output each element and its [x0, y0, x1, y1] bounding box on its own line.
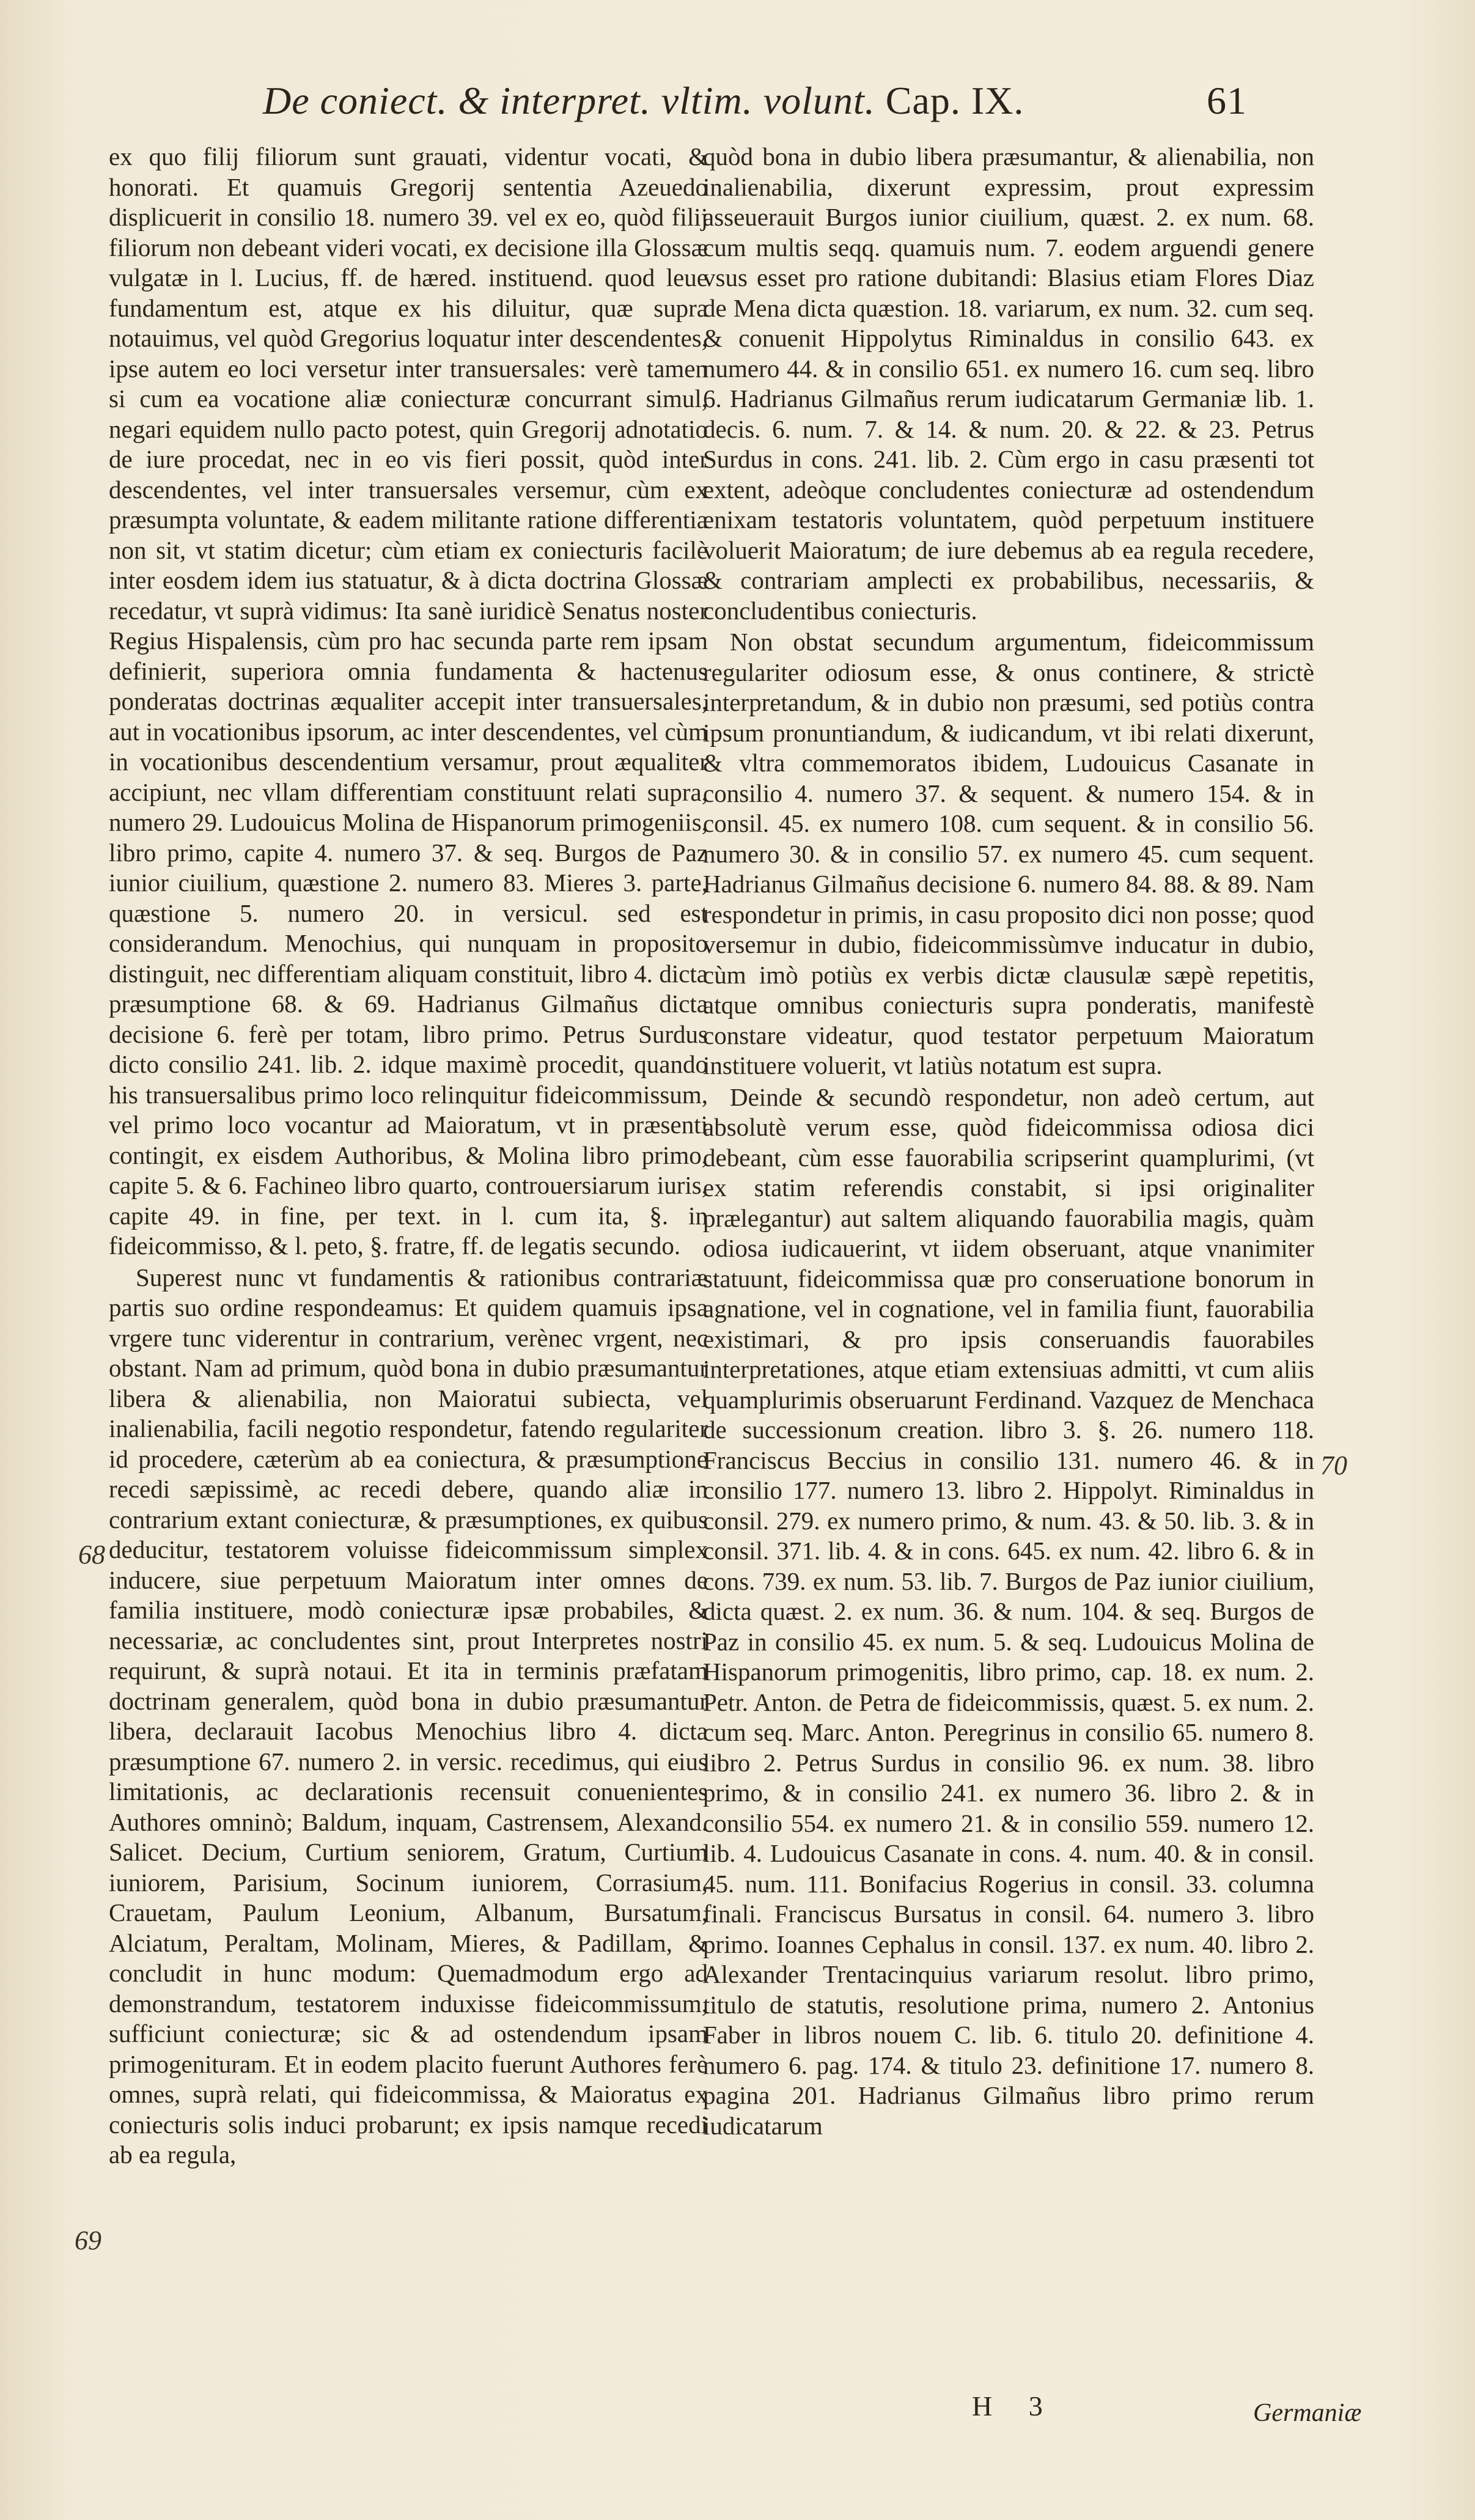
right-text-column — [703, 142, 1314, 2367]
chapter-label: Cap. IX. — [885, 79, 1024, 122]
signature-mark: H 3 — [972, 2390, 1058, 2422]
catchword: Germaniæ — [1253, 2399, 1362, 2427]
right-paragraph-3: Deinde & secundò respondetur, non adeò certum, aut absolutè verum esse, quòd fideicommissa odiosa dici debeant, cùm esse fauorabilia scripserint quamplurimi, (vt ex statim referendis constabit, si ipsi originaliter prælegantur) aut saltem aliquando fauorabilia magis, quàm odiosa iudicauerint, vt iidem obseruant, atque vnanimiter statuunt, fideicommissa quæ pro conseruatione bonorum in agnatione, vel in cognatione, vel in familia fiunt, fauorabilia existimari, & pro ipsis conseruandis fauorabiles interpretationes, atque etiam extensiuas admitti, vt cum aliis quamplurimis obseruarunt Ferdinand. Vazquez de Menchaca de successionum creation. libro 3. §. 26. numero 118. Franciscus Beccius in consilio 131. numero 46. & in consilio 177. numero 13. libro 2. Hippolyt. Riminaldus in consil. 279. ex numero primo, & num. 43. & 50. lib. 3. & in consil. 371. lib. 4. & in cons. 645. ex num. 42. libro 6. & in cons. 739. ex num. 53. lib. 7. Burgos de Paz iunior ciuilium, dicta quæst. 2. ex num. 36. & num. 104. & seq. Burgos de Paz in consilio 45. ex num. 5. & seq. Ludouicus Molina de Hispanorum primogenitis, libro primo, cap. 18. ex num. 2. Petr. Anton. de Petra de fideicommissis, quæst. 5. ex num. 2. cum seq. Marc. Anton. Peregrinus in consilio 65. numero 8. libro 2. Petrus Surdus in consilio 96. ex num. 38. libro primo, & in consilio 241. ex numero 36. libro 2. & in consilio 554. ex numero 21. & in consilio 559. numero 12. lib. 4. Ludouicus Casanate in cons. 4. num. 40. & in consil. 45. num. 111. Bonifacius Rogerius in consil. 33. columna finali. Franciscus Bursatus in consil. 64. numero 3. libro primo. Ioannes Cephalus in consil. 137. ex num. 40. libro 2. Alexander Trentacinquius variarum resolut. libro primo, titulo de statutis, resolutione prima, numero 2. Antonius Faber in libros nouem C. lib. 6. titulo 20. definitione 4. numero 6. pag. 174. & titulo 23. definitione 17. numero 8. pagina 201. Hadrianus Gilmañus libro primo rerum iudicatarum — [703, 1082, 1314, 2140]
margin-number-68: 68 — [78, 1540, 105, 1570]
running-title: De coniect. & interpret. vltim. volunt. — [263, 79, 875, 122]
margin-number-69: 69 — [75, 2225, 101, 2255]
left-paragraph-2: Superest nunc vt fundamentis & rationibus contrariæ partis suo ordine respondeamus: Et quidem quamuis ipsa vrgere tunc viderentur in contrarium, verènec vrgent, nec obstant. Nam ad primum, quòd bona in dubio præsumantur libera & alienabilia, non Maioratui subiecta, vel inalienabilia, facili negotio respondetur, fatendo regulariter id procedere, cæterùm ab ea coniectura, & præsumptione recedi sæpissimè, ac recedi debere, quando aliæ in contrarium extant coniecturæ, & præsumptiones, ex quibus deducitur, testatorem voluisse fideicommissum simplex inducere, siue perpetuum Maioratum inter omnes de familia instituere, modò coniecturæ ipsæ probabiles, & necessariæ, ac concludentes sint, prout Interpretes nostri requirunt, & suprà notaui. Et ita in terminis præfatam doctrinam generalem, quòd bona in dubio præsumantur libera, declarauit Iacobus Menochius libro 4. dicta præsumptione 67. numero 2. in versic. recedimus, qui eius limitationis, ac declarationis recensuit conuenientes Authores omninò; Baldum, inquam, Castrensem, Alexand. Salicet. Decium, Curtium seniorem, Gratum, Curtium iuniorem, Parisium, Socinum iuniorem, Corrasium, Crauetam, Paulum Leonium, Albanum, Bursatum, Alciatum, Peraltam, Molinam, Mieres, & Padillam, & concludit in hunc modum: Quemadmodum ergo ad demonstrandum, testatorem induxisse fideicommissum, sufficiunt coniecturæ; sic & ad ostendendum ipsam primogenituram. Et in eodem placito fuerunt Authores ferè omnes, suprà relati, qui fideicommissa, & Maioratus ex coniecturis solis induci probarunt; ex ipsis namque recedi ab ea regula, — [109, 1263, 708, 2169]
page-number: 61 — [1207, 79, 1247, 122]
margin-number-70: 70 — [1320, 1450, 1347, 1480]
right-paragraph-2: Non obstat secundum argumentum, fideicommissum regulariter odiosum esse, & onus continere, & strictè interpretandum, & in dubio non præsumi, sed potiùs contra ipsum pronuntiandum, & iudicandum, vt ibi relati dixerunt, & vltra commemoratos ibidem, Ludouicus Casanate in consilio 4. numero 37. & sequent. & numero 154. & in consil. 45. ex numero 108. cum sequent. & in consilio 56. numero 30. & in consilio 57. ex numero 45. cum sequent. Hadrianus Gilmañus decisione 6. numero 84. 88. & 89. Nam respondetur in primis, in casu proposito dici non posse; quod versemur in dubio, fideicommissùmve inducatur in dubio, cùm imò potiùs ex verbis dictæ clausulæ sæpè repetitis, atque omnibus coniecturis supra ponderatis, manifestè constare videatur, quod testator perpetuum Maioratum instituere voluerit, vt latiùs notatum est supra. — [703, 628, 1314, 1079]
left-paragraph-1: ex quo filij filiorum sunt grauati, videntur vocati, & honorati. Et quamuis Gregorij sententia Azeuedo displicuerit in consilio 18. numero 39. vel ex eo, quòd filij filiorum non debeant videri vocati, ex decisione illa Glossæ vulgatæ in l. Lucius, ff. de hæred. instituend. quod leue fundamentum est, atque ex his diluitur, quæ supra notauimus, vel quòd Gregorius loquatur inter descendentes, ipse autem eo loci versetur inter transuersales: verè tamen si cum ea vocatione aliæ coniecturæ concurrant simul, negari equidem nullo pacto potest, quin Gregorij adnotatio de iure procedat, nec in eo vis fieri possit, quòd inter descendentes, vel inter transuersales versemur, cùm ex præsumpta voluntate, & eadem militante ratione differentia non sit, vt statim dicetur; cùm etiam ex coniecturis facilè inter eosdem idem ius statuatur, & à dicta doctrina Glossæ recedatur, vt suprà vidimus: Ita sanè iuridicè Senatus noster Regius Hispalensis, cùm pro hac secunda parte rem ipsam definierit, superiora omnia fundamenta & hactenus ponderatas doctrinas æqualiter accepit inter transuersales, aut in vocationibus ipsorum, ac inter descendentes, vel cùm in vocationibus descendentium versamur, prout æqualiter accipiunt, nec vllam differentiam constituunt relati supra, numero 29. Ludouicus Molina de Hispanorum primogeniis, libro primo, capite 4. numero 37. & seq. Burgos de Paz iunior ciuilium, quæstione 2. numero 83. Mieres 3. parte, quæstione 5. numero 20. in versicul. sed est considerandum. Menochius, qui nunquam in proposito distinguit, nec differentiam aliquam constituit, libro 4. dicta præsumptione 68. & 69. Hadrianus Gilmañus dicta decisione 6. ferè per totam, libro primo. Petrus Surdus dicto consilio 241. lib. 2. idque maximè procedit, quando his transuersalibus primo loco relinquitur fideicommissum, vel primo loco vocantur ad Maioratum, vt in præsenti contingit, ex eisdem Authoribus, & Molina libro primo, capite 5. & 6. Fachineo libro quarto, controuersiarum iuris, capite 49. in fine, per text. in l. cum ita, §. in fideicommisso, & l. peto, §. fratre, ff. de legatis secundo. — [109, 142, 708, 1260]
running-head — [263, 78, 1363, 139]
right-paragraph-1: quòd bona in dubio libera præsumantur, & alienabilia, non inalienabilia, dixerunt expressim, prout expressim asseuerauit Burgos iunior ciuilium, quæst. 2. ex num. 68. cum multis seqq. quamuis num. 7. eodem arguendi genere vsus esset pro ratione dubitandi: Blasius etiam Flores Diaz de Mena dicta quæstion. 18. variarum, ex num. 32. cum seq. & conuenit Hippolytus Riminaldus in consilio 643. ex numero 44. & in consilio 651. ex numero 16. cum seq. libro 6. Hadrianus Gilmañus rerum iudicatarum Germaniæ lib. 1. decis. 6. num. 7. & 14. & num. 20. & 22. & 23. Petrus Surdus in cons. 241. lib. 2. Cùm ergo in casu præsenti tot extent, adeòque concludentes coniecturæ ad ostendendum enixam testatoris voluntatem, quòd perpetuum instituere voluerit Maioratum; de iure debemus ab ea regula recedere, & contrariam amplecti ex probabilibus, necessariis, & concludentibus coniecturis. — [703, 142, 1314, 625]
left-text-column — [109, 142, 708, 2367]
